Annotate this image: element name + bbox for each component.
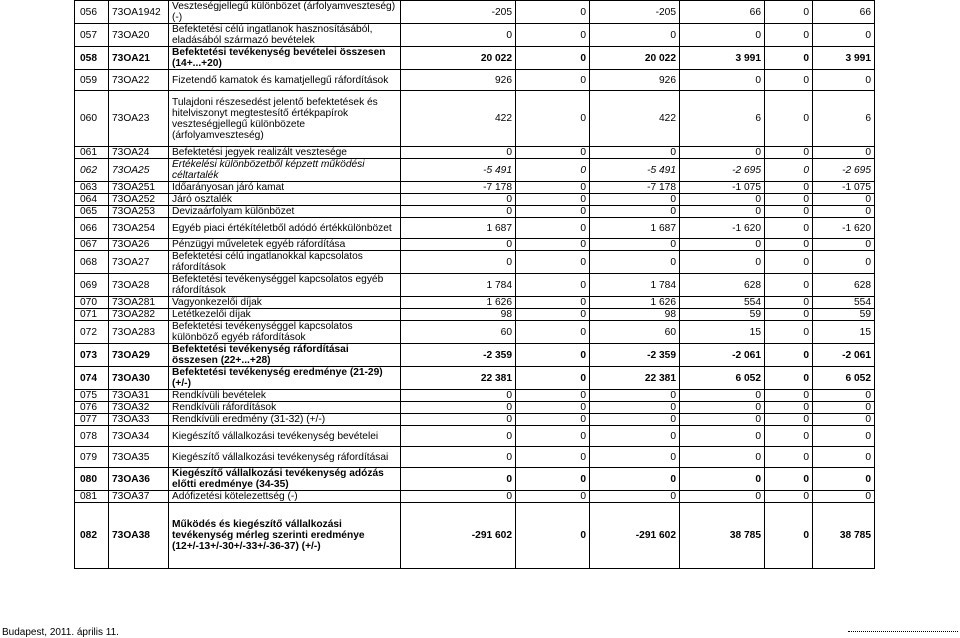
row-number-cell: 071: [75, 309, 109, 321]
value-cell-1: 0: [401, 402, 516, 414]
table-row: [75, 468, 875, 491]
table-row: [75, 147, 875, 159]
row-number-cell: 064: [75, 194, 109, 206]
value-cell-3: 0: [590, 206, 680, 218]
value-cell-2: 0: [516, 468, 590, 491]
value-cell-4: 628: [680, 274, 765, 297]
report-table: [74, 0, 875, 569]
value-cell-2: 0: [516, 491, 590, 503]
value-cell-6: 628: [813, 274, 875, 297]
row-label-cell: Befektetési célú ingatlanokkal kapcsolatos ráfordítások: [169, 251, 401, 274]
value-cell-2: 0: [516, 321, 590, 344]
value-cell-5: 0: [765, 47, 813, 70]
row-number-cell: 061: [75, 147, 109, 159]
table-row: [75, 182, 875, 194]
row-label-cell: Vagyonkezelői díjak: [169, 297, 401, 309]
row-number-cell: 059: [75, 70, 109, 91]
value-cell-1: -291 602: [401, 503, 516, 569]
value-cell-5: 0: [765, 24, 813, 47]
value-cell-1: -5 491: [401, 159, 516, 182]
value-cell-2: 0: [516, 24, 590, 47]
row-number-cell: 074: [75, 367, 109, 390]
row-code-cell: 73OA253: [109, 206, 169, 218]
value-cell-2: 0: [516, 70, 590, 91]
value-cell-1: 0: [401, 24, 516, 47]
value-cell-2: 0: [516, 91, 590, 147]
row-code-cell: 73OA25: [109, 159, 169, 182]
value-cell-5: 0: [765, 402, 813, 414]
value-cell-5: 0: [765, 367, 813, 390]
row-number-cell: 067: [75, 239, 109, 251]
row-number-cell: 069: [75, 274, 109, 297]
value-cell-3: 1 784: [590, 274, 680, 297]
value-cell-2: 0: [516, 1, 590, 24]
value-cell-3: -2 359: [590, 344, 680, 367]
value-cell-5: 0: [765, 218, 813, 239]
value-cell-2: 0: [516, 239, 590, 251]
value-cell-4: 0: [680, 251, 765, 274]
value-cell-1: 1 784: [401, 274, 516, 297]
table-row: [75, 447, 875, 468]
row-number-cell: 081: [75, 491, 109, 503]
value-cell-5: 0: [765, 447, 813, 468]
row-number-cell: 057: [75, 24, 109, 47]
value-cell-3: 422: [590, 91, 680, 147]
value-cell-1: 0: [401, 147, 516, 159]
row-number-cell: 062: [75, 159, 109, 182]
value-cell-4: 0: [680, 239, 765, 251]
value-cell-5: 0: [765, 414, 813, 426]
value-cell-5: 0: [765, 182, 813, 194]
row-label-cell: Kiegészítő vállalkozási tevékenység bevételei: [169, 426, 401, 447]
value-cell-6: 0: [813, 70, 875, 91]
value-cell-1: -2 359: [401, 344, 516, 367]
row-code-cell: 73OA252: [109, 194, 169, 206]
value-cell-5: 0: [765, 194, 813, 206]
value-cell-4: 0: [680, 70, 765, 91]
value-cell-2: 0: [516, 274, 590, 297]
row-code-cell: 73OA281: [109, 297, 169, 309]
value-cell-2: 0: [516, 206, 590, 218]
value-cell-2: 0: [516, 47, 590, 70]
value-cell-1: 0: [401, 447, 516, 468]
value-cell-5: 0: [765, 491, 813, 503]
row-code-cell: 73OA38: [109, 503, 169, 569]
value-cell-3: 926: [590, 70, 680, 91]
value-cell-4: 15: [680, 321, 765, 344]
value-cell-6: -1 075: [813, 182, 875, 194]
row-code-cell: 73OA21: [109, 47, 169, 70]
value-cell-6: 0: [813, 468, 875, 491]
value-cell-6: 554: [813, 297, 875, 309]
footer-date: Budapest, 2011. április 11.: [2, 627, 119, 638]
table-row: [75, 402, 875, 414]
value-cell-3: 0: [590, 251, 680, 274]
value-cell-3: 0: [590, 426, 680, 447]
row-label-cell: Pénzügyi műveletek egyéb ráfordítása: [169, 239, 401, 251]
value-cell-6: 6: [813, 91, 875, 147]
table-row: [75, 390, 875, 402]
value-cell-2: 0: [516, 194, 590, 206]
value-cell-5: 0: [765, 1, 813, 24]
value-cell-6: -2 061: [813, 344, 875, 367]
row-code-cell: 73OA33: [109, 414, 169, 426]
value-cell-2: 0: [516, 251, 590, 274]
table-row: [75, 47, 875, 70]
row-code-cell: 73OA37: [109, 491, 169, 503]
row-number-cell: 077: [75, 414, 109, 426]
value-cell-5: 0: [765, 206, 813, 218]
value-cell-3: -5 491: [590, 159, 680, 182]
value-cell-4: 0: [680, 468, 765, 491]
value-cell-4: 66: [680, 1, 765, 24]
value-cell-2: 0: [516, 503, 590, 569]
row-code-cell: 73OA251: [109, 182, 169, 194]
row-label-cell: Időarányosan járó kamat: [169, 182, 401, 194]
table-row: [75, 321, 875, 344]
table-row: [75, 367, 875, 390]
value-cell-5: 0: [765, 147, 813, 159]
row-label-cell: Egyéb piaci értékítéletből adódó értékkülönbözet: [169, 218, 401, 239]
row-code-cell: 73OA1942: [109, 1, 169, 24]
table-row: [75, 24, 875, 47]
value-cell-3: 0: [590, 491, 680, 503]
row-label-cell: Letétkezelői díjak: [169, 309, 401, 321]
row-label-cell: Rendkívüli bevételek: [169, 390, 401, 402]
table-row: [75, 503, 875, 569]
value-cell-3: 20 022: [590, 47, 680, 70]
row-number-cell: 076: [75, 402, 109, 414]
table-row: [75, 70, 875, 91]
row-code-cell: 73OA32: [109, 402, 169, 414]
row-number-cell: 065: [75, 206, 109, 218]
value-cell-1: 926: [401, 70, 516, 91]
value-cell-1: 22 381: [401, 367, 516, 390]
value-cell-5: 0: [765, 274, 813, 297]
row-code-cell: 73OA283: [109, 321, 169, 344]
row-number-cell: 082: [75, 503, 109, 569]
value-cell-1: 0: [401, 239, 516, 251]
row-number-cell: 080: [75, 468, 109, 491]
value-cell-2: 0: [516, 414, 590, 426]
row-number-cell: 060: [75, 91, 109, 147]
table-row: [75, 414, 875, 426]
row-code-cell: 73OA23: [109, 91, 169, 147]
value-cell-5: 0: [765, 70, 813, 91]
row-code-cell: 73OA282: [109, 309, 169, 321]
value-cell-3: 0: [590, 390, 680, 402]
row-label-cell: Értékelési különbözetből képzett működési céltartalék: [169, 159, 401, 182]
value-cell-3: 0: [590, 402, 680, 414]
row-code-cell: 73OA27: [109, 251, 169, 274]
row-code-cell: 73OA254: [109, 218, 169, 239]
row-number-cell: 056: [75, 1, 109, 24]
value-cell-2: 0: [516, 367, 590, 390]
value-cell-5: 0: [765, 91, 813, 147]
value-cell-4: 38 785: [680, 503, 765, 569]
table-row: [75, 426, 875, 447]
value-cell-2: 0: [516, 344, 590, 367]
row-code-cell: 73OA22: [109, 70, 169, 91]
value-cell-4: 0: [680, 402, 765, 414]
value-cell-1: 422: [401, 91, 516, 147]
value-cell-6: -1 620: [813, 218, 875, 239]
value-cell-4: 0: [680, 24, 765, 47]
value-cell-2: 0: [516, 426, 590, 447]
table-row: [75, 91, 875, 147]
value-cell-4: 0: [680, 390, 765, 402]
value-cell-1: 0: [401, 194, 516, 206]
value-cell-6: 0: [813, 414, 875, 426]
row-label-cell: Befektetési jegyek realizált vesztesége: [169, 147, 401, 159]
value-cell-6: 0: [813, 239, 875, 251]
table-row: [75, 218, 875, 239]
value-cell-5: 0: [765, 321, 813, 344]
value-cell-6: 0: [813, 491, 875, 503]
value-cell-5: 0: [765, 297, 813, 309]
value-cell-3: 22 381: [590, 367, 680, 390]
row-label-cell: Befektetési célú ingatlanok hasznosításából, eladásából származó bevételek: [169, 24, 401, 47]
value-cell-3: -291 602: [590, 503, 680, 569]
value-cell-2: 0: [516, 182, 590, 194]
row-label-cell: Befektetési tevékenység ráfordításai összesen (22+...+28): [169, 344, 401, 367]
value-cell-6: 0: [813, 390, 875, 402]
row-label-cell: Befektetési tevékenységgel kapcsolatos különböző egyéb ráfordítások: [169, 321, 401, 344]
value-cell-4: 0: [680, 194, 765, 206]
table-row: [75, 251, 875, 274]
value-cell-6: -2 695: [813, 159, 875, 182]
value-cell-3: 60: [590, 321, 680, 344]
value-cell-2: 0: [516, 447, 590, 468]
row-number-cell: 063: [75, 182, 109, 194]
value-cell-6: 0: [813, 426, 875, 447]
value-cell-5: 0: [765, 251, 813, 274]
value-cell-6: 38 785: [813, 503, 875, 569]
value-cell-3: 1 626: [590, 297, 680, 309]
value-cell-4: -2 695: [680, 159, 765, 182]
value-cell-4: 3 991: [680, 47, 765, 70]
value-cell-3: 0: [590, 468, 680, 491]
value-cell-6: 66: [813, 1, 875, 24]
row-label-cell: Adófizetési kötelezettség (-): [169, 491, 401, 503]
value-cell-6: 0: [813, 447, 875, 468]
value-cell-1: 0: [401, 390, 516, 402]
row-code-cell: 73OA24: [109, 147, 169, 159]
row-label-cell: Devizaárfolyam különbözet: [169, 206, 401, 218]
table-row: [75, 1, 875, 24]
value-cell-6: 59: [813, 309, 875, 321]
row-number-cell: 078: [75, 426, 109, 447]
table-row: [75, 194, 875, 206]
row-label-cell: Tulajdoni részesedést jelentő befektetések és hitelviszonyt megtestesítő értékpapírok veszteségjellegű különbözete (árfolyamveszteség): [169, 91, 401, 147]
value-cell-2: 0: [516, 218, 590, 239]
value-cell-2: 0: [516, 390, 590, 402]
row-code-cell: 73OA20: [109, 24, 169, 47]
value-cell-4: 59: [680, 309, 765, 321]
table-row: [75, 297, 875, 309]
table-row: [75, 309, 875, 321]
row-number-cell: 072: [75, 321, 109, 344]
value-cell-1: 0: [401, 426, 516, 447]
value-cell-6: 15: [813, 321, 875, 344]
row-label-cell: Működés és kiegészítő vállalkozási tevékenység mérleg szerinti eredménye (12+/-13+/-30+/-33+/-36-37) (+/-): [169, 503, 401, 569]
value-cell-5: 0: [765, 344, 813, 367]
value-cell-6: 0: [813, 194, 875, 206]
value-cell-3: 0: [590, 194, 680, 206]
value-cell-5: 0: [765, 390, 813, 402]
table-body: [75, 1, 875, 569]
row-code-cell: 73OA36: [109, 468, 169, 491]
value-cell-4: -1 075: [680, 182, 765, 194]
row-code-cell: 73OA34: [109, 426, 169, 447]
table-row: [75, 239, 875, 251]
value-cell-3: 0: [590, 239, 680, 251]
row-label-cell: Fizetendő kamatok és kamatjellegű ráfordítások: [169, 70, 401, 91]
value-cell-4: 0: [680, 447, 765, 468]
value-cell-3: 0: [590, 447, 680, 468]
value-cell-5: 0: [765, 239, 813, 251]
value-cell-2: 0: [516, 159, 590, 182]
value-cell-4: 6: [680, 91, 765, 147]
value-cell-3: -205: [590, 1, 680, 24]
row-number-cell: 058: [75, 47, 109, 70]
value-cell-4: -2 061: [680, 344, 765, 367]
value-cell-3: 1 687: [590, 218, 680, 239]
value-cell-3: 0: [590, 147, 680, 159]
row-number-cell: 070: [75, 297, 109, 309]
value-cell-5: 0: [765, 159, 813, 182]
row-label-cell: Befektetési tevékenység bevételei összesen (14+...+20): [169, 47, 401, 70]
row-label-cell: Befektetési tevékenység eredménye (21-29) (+/-): [169, 367, 401, 390]
value-cell-1: -205: [401, 1, 516, 24]
value-cell-6: 3 991: [813, 47, 875, 70]
value-cell-2: 0: [516, 309, 590, 321]
value-cell-6: 0: [813, 251, 875, 274]
table-row: [75, 491, 875, 503]
value-cell-6: 0: [813, 147, 875, 159]
value-cell-1: 1 687: [401, 218, 516, 239]
table-row: [75, 274, 875, 297]
row-code-cell: 73OA31: [109, 390, 169, 402]
value-cell-1: 0: [401, 206, 516, 218]
footer-dotted-line: [848, 631, 958, 632]
row-label-cell: Befektetési tevékenységgel kapcsolatos egyéb ráfordítások: [169, 274, 401, 297]
value-cell-1: 1 626: [401, 297, 516, 309]
value-cell-5: 0: [765, 426, 813, 447]
row-number-cell: 079: [75, 447, 109, 468]
row-label-cell: Veszteségjellegű különbözet (árfolyamveszteség) (-): [169, 1, 401, 24]
value-cell-6: 0: [813, 206, 875, 218]
value-cell-4: 554: [680, 297, 765, 309]
value-cell-1: 20 022: [401, 47, 516, 70]
row-code-cell: 73OA35: [109, 447, 169, 468]
row-number-cell: 075: [75, 390, 109, 402]
value-cell-5: 0: [765, 503, 813, 569]
row-number-cell: 068: [75, 251, 109, 274]
value-cell-4: 6 052: [680, 367, 765, 390]
table-row: [75, 206, 875, 218]
value-cell-1: 60: [401, 321, 516, 344]
value-cell-3: 0: [590, 24, 680, 47]
value-cell-3: -7 178: [590, 182, 680, 194]
value-cell-6: 0: [813, 24, 875, 47]
table-row: [75, 159, 875, 182]
row-code-cell: 73OA29: [109, 344, 169, 367]
table-row: [75, 344, 875, 367]
value-cell-2: 0: [516, 402, 590, 414]
value-cell-6: 0: [813, 402, 875, 414]
value-cell-1: -7 178: [401, 182, 516, 194]
row-label-cell: Kiegészítő vállalkozási tevékenység ráfordításai: [169, 447, 401, 468]
value-cell-2: 0: [516, 297, 590, 309]
value-cell-4: 0: [680, 206, 765, 218]
value-cell-1: 0: [401, 468, 516, 491]
value-cell-1: 98: [401, 309, 516, 321]
value-cell-4: 0: [680, 491, 765, 503]
row-code-cell: 73OA26: [109, 239, 169, 251]
row-code-cell: 73OA28: [109, 274, 169, 297]
row-number-cell: 073: [75, 344, 109, 367]
value-cell-6: 6 052: [813, 367, 875, 390]
value-cell-4: -1 620: [680, 218, 765, 239]
value-cell-5: 0: [765, 309, 813, 321]
value-cell-5: 0: [765, 468, 813, 491]
value-cell-4: 0: [680, 147, 765, 159]
value-cell-3: 0: [590, 414, 680, 426]
row-label-cell: Kiegészítő vállalkozási tevékenység adózás előtti eredménye (34-35): [169, 468, 401, 491]
value-cell-1: 0: [401, 491, 516, 503]
row-label-cell: Rendkívüli eredmény (31-32) (+/-): [169, 414, 401, 426]
row-number-cell: 066: [75, 218, 109, 239]
value-cell-1: 0: [401, 251, 516, 274]
value-cell-2: 0: [516, 147, 590, 159]
value-cell-3: 98: [590, 309, 680, 321]
row-code-cell: 73OA30: [109, 367, 169, 390]
row-label-cell: Járó osztalék: [169, 194, 401, 206]
value-cell-4: 0: [680, 414, 765, 426]
value-cell-1: 0: [401, 414, 516, 426]
row-label-cell: Rendkívüli ráfordítások: [169, 402, 401, 414]
value-cell-4: 0: [680, 426, 765, 447]
